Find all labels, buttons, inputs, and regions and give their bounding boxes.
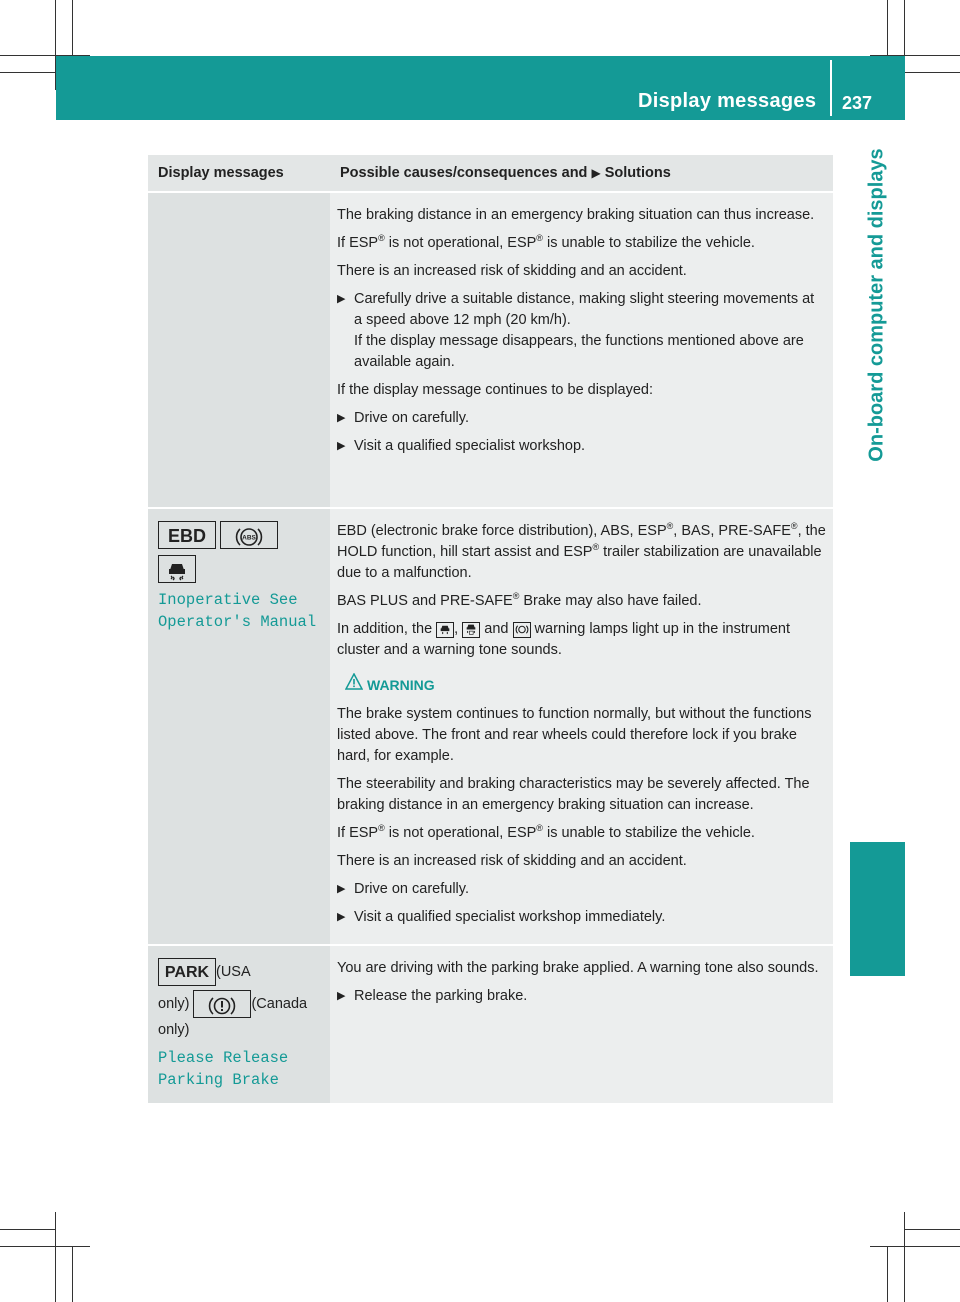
- display-message-text: Please Release: [158, 1049, 289, 1067]
- step-text: Carefully drive a suitable distance, making slight steering movements at a speed above 12 mph (20 km/h).: [354, 291, 815, 328]
- crop-mark: [0, 1229, 55, 1230]
- warning-label: WARNING: [367, 677, 435, 693]
- side-tab-label: On-board computer and displays: [865, 148, 888, 462]
- paragraph: [337, 521, 826, 584]
- paragraph: The brake system continues to function normally, but without the functions listed above. The front and rear wheels could therefore lock if you brake hard, for example.: [337, 706, 812, 764]
- ebd-warning-icon: EBD: [158, 521, 216, 549]
- esp-off-icon: [462, 622, 480, 638]
- crop-mark: [0, 72, 55, 73]
- paragraph: There is an increased risk of skidding and an accident.: [337, 263, 687, 279]
- text: is not operational, ESP: [384, 235, 537, 251]
- step-arrow-icon: ▶: [337, 412, 346, 424]
- display-message-text: Parking Brake: [158, 1071, 279, 1089]
- header-divider: [830, 60, 832, 116]
- registered-mark: ®: [790, 521, 798, 532]
- display-messages-table: [148, 155, 833, 1103]
- warning-heading: [367, 675, 826, 696]
- step-arrow-icon: ▶: [337, 293, 346, 305]
- paragraph: [337, 233, 826, 254]
- registered-mark: ®: [512, 591, 520, 602]
- side-tab-marker: [850, 842, 905, 976]
- step-arrow-icon: ▶: [337, 440, 346, 452]
- text: and: [484, 621, 509, 637]
- region-note: only): [158, 995, 190, 1012]
- abs-icon: [513, 622, 531, 638]
- crop-mark: [870, 1246, 960, 1247]
- text: Brake may also have failed.: [519, 593, 702, 609]
- step-item: [337, 436, 826, 457]
- text: If ESP: [337, 235, 379, 251]
- registered-mark: ®: [536, 823, 543, 834]
- svg-text:ABS: ABS: [242, 534, 256, 542]
- text: trailer stabilization are unavailable due to a malfunction.: [337, 544, 822, 581]
- region-note: (USA: [216, 963, 251, 980]
- region-note: (Canada: [251, 995, 308, 1012]
- step-item: [337, 986, 826, 1007]
- icon-row: [158, 990, 320, 1018]
- page-number: 237: [842, 93, 873, 113]
- display-message-cell: [148, 191, 330, 507]
- table-header-row: [148, 155, 833, 191]
- step-text: Release the parking brake.: [354, 988, 528, 1004]
- paragraph: [337, 619, 826, 661]
- crop-mark: [72, 0, 73, 55]
- text: is not operational, ESP: [384, 825, 537, 841]
- icon-row: [158, 555, 320, 583]
- text: If ESP: [337, 825, 379, 841]
- brake-warning-icon: [193, 990, 251, 1018]
- column-header-solutions-text: Solutions: [604, 165, 671, 181]
- crop-mark: [72, 1247, 73, 1302]
- esp-skid-warning-icon: [158, 555, 196, 583]
- step-note: If the display message disappears, the functions mentioned above are available again.: [354, 333, 804, 370]
- step-item: [337, 879, 826, 900]
- table-row: [148, 507, 833, 944]
- crop-mark: [0, 1246, 90, 1247]
- table-row: [148, 944, 833, 1103]
- step-text: Drive on carefully.: [354, 881, 469, 897]
- region-note: only): [158, 1022, 190, 1038]
- registered-mark: ®: [378, 823, 385, 834]
- text: is unable to stabilize the vehicle.: [542, 825, 755, 841]
- park-brake-icon: PARK: [158, 958, 216, 986]
- solution-arrow-icon: ▶: [591, 166, 601, 180]
- causes-cell: [330, 507, 833, 944]
- step-text: Visit a qualified specialist workshop.: [354, 438, 586, 454]
- registered-mark: ®: [666, 521, 674, 532]
- column-header-display-messages: Display messages: [148, 155, 330, 191]
- paragraph: The braking distance in an emergency braking situation can thus increase.: [337, 207, 815, 223]
- text: EBD (electronic brake force distribution), ABS, ESP: [337, 523, 667, 539]
- esp-skid-icon: [436, 622, 454, 638]
- step-text: Drive on carefully.: [354, 410, 469, 426]
- text: , BAS, PRE-SAFE: [673, 523, 791, 539]
- text: In addition, the: [337, 621, 433, 637]
- display-message-text: Operator's Manual: [158, 613, 317, 631]
- paragraph: [337, 591, 826, 612]
- icon-row: [158, 521, 320, 549]
- text: BAS PLUS and PRE-SAFE: [337, 593, 513, 609]
- step-item: [337, 408, 826, 429]
- text: ,: [454, 621, 459, 637]
- table-row: [148, 191, 833, 507]
- crop-mark: [887, 0, 888, 55]
- step-arrow-icon: ▶: [337, 911, 346, 923]
- crop-mark: [55, 1212, 56, 1302]
- column-header-causes-text: Possible causes/consequences and: [340, 165, 588, 181]
- warning-triangle-icon: [345, 673, 363, 696]
- step-arrow-icon: ▶: [337, 883, 346, 895]
- text: , the HOLD function, hill start assist and ESP: [337, 523, 826, 560]
- paragraph: [337, 823, 826, 844]
- column-header-causes: [330, 155, 833, 191]
- page-header-title: Display messages: [638, 90, 817, 112]
- abs-warning-icon: [220, 521, 278, 549]
- paragraph: If the display message continues to be displayed:: [337, 382, 653, 398]
- paragraph: There is an increased risk of skidding and an accident.: [337, 853, 687, 869]
- step-item: [337, 289, 826, 373]
- paragraph: You are driving with the parking brake applied. A warning tone also sounds.: [337, 960, 819, 976]
- crop-mark: [904, 1212, 905, 1302]
- paragraph: The steerability and braking characteristics may be severely affected. The braking distance in an emergency braking situation can increase.: [337, 776, 810, 813]
- text: is unable to stabilize the vehicle.: [542, 235, 755, 251]
- causes-cell: [330, 944, 833, 1103]
- crop-mark: [905, 1229, 960, 1230]
- registered-mark: ®: [592, 542, 600, 553]
- causes-cell: [330, 191, 833, 507]
- crop-mark: [905, 72, 960, 73]
- display-message-text: Inoperative See: [158, 591, 298, 609]
- icon-row: [158, 958, 320, 986]
- step-item: [337, 907, 826, 928]
- step-arrow-icon: ▶: [337, 990, 346, 1002]
- registered-mark: ®: [378, 233, 385, 244]
- crop-mark: [887, 1247, 888, 1302]
- display-message-cell: [148, 507, 330, 944]
- registered-mark: ®: [536, 233, 543, 244]
- text: warning lamps light up in the instrument cluster and a warning tone sounds.: [337, 621, 791, 658]
- step-text: Visit a qualified specialist workshop immediately.: [354, 909, 666, 925]
- display-message-cell: [148, 944, 330, 1103]
